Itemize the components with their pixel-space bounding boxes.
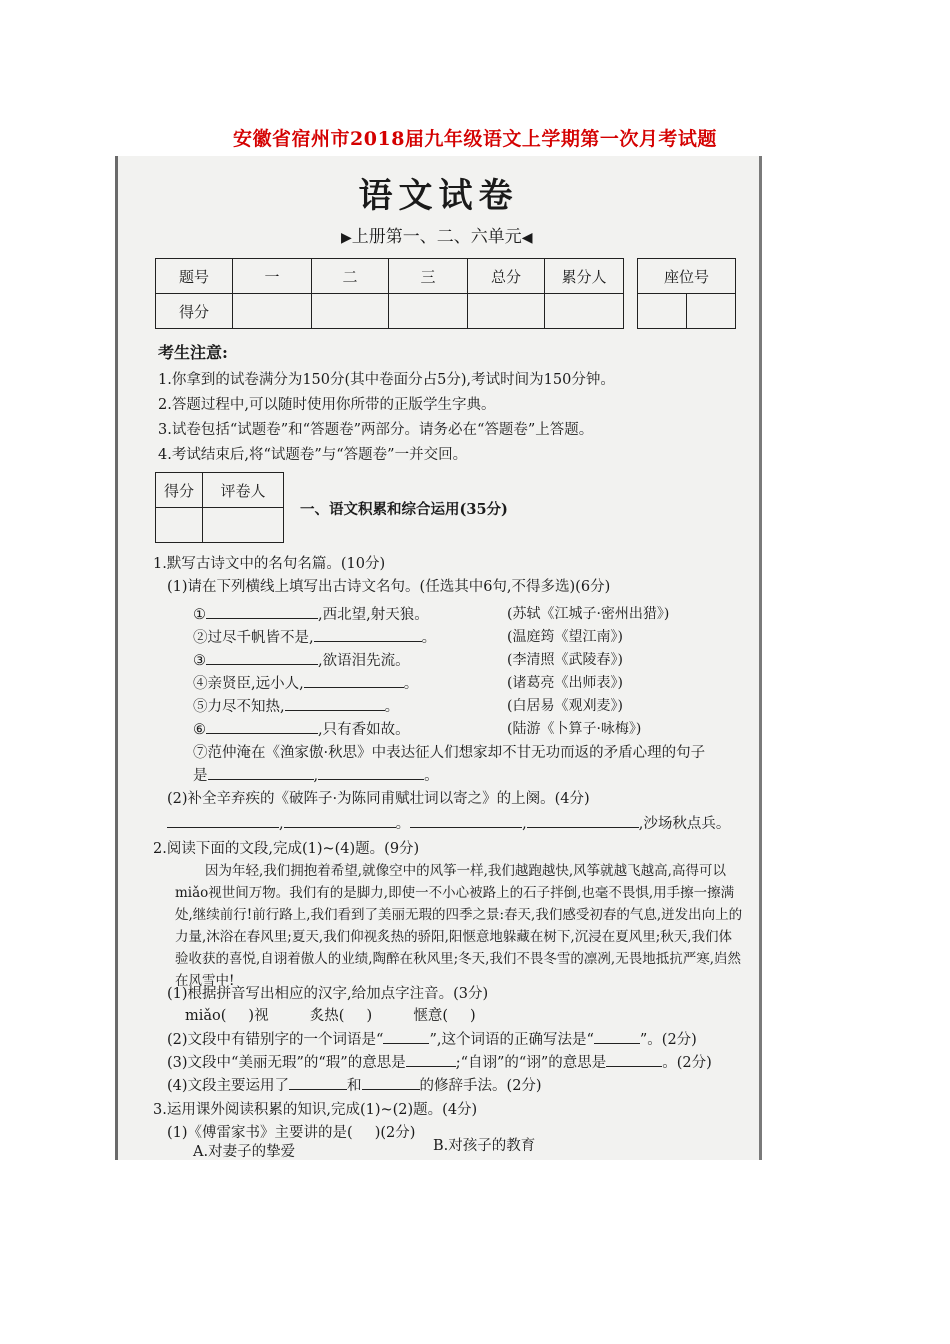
sub-text: (3)文段中“美丽无瑕”的“瑕”的意思是 <box>167 1055 406 1071</box>
poem-pre: ③ <box>193 653 206 669</box>
score-cell: 三 <box>389 259 468 294</box>
sub-text: (1)《傅雷家书》主要讲的是( <box>167 1125 353 1141</box>
poem-pre: ②过尽千帆皆不是, <box>193 630 314 646</box>
poem-pre: 是 <box>193 768 208 784</box>
scope-text: 上册第一、二、六单元 <box>351 227 522 247</box>
poem-post: ,只有香如故。 <box>318 722 410 738</box>
answer-blank[interactable] <box>206 604 318 619</box>
answer-blank[interactable] <box>606 1052 662 1067</box>
question-sub: (1)根据拼音写出相应的汉字,给加点字注音。(3分) <box>167 986 489 1002</box>
answer-blank[interactable] <box>314 627 422 642</box>
grader-score-label: 得分 <box>156 473 203 508</box>
answer-blank[interactable] <box>383 1029 429 1044</box>
seat-number-cell[interactable] <box>687 294 736 329</box>
score-input-cell[interactable] <box>233 294 312 329</box>
sub-text: 的修辞手法。(2分) <box>419 1078 542 1094</box>
question-sub <box>167 1074 542 1095</box>
paper-title: 语文试卷 <box>358 176 519 216</box>
poem-post: ,欲语泪先流。 <box>318 653 410 669</box>
pinyin-item: )视 <box>248 1008 269 1024</box>
poem-line <box>193 718 410 739</box>
sub-text: )(2分) <box>374 1125 416 1141</box>
pinyin-item: miǎo( <box>185 1008 227 1024</box>
triangle-left-icon: ◀ <box>521 230 533 246</box>
notice-item: 4.考试结束后,将“试题卷”与“答题卷”一并交回。 <box>158 447 468 463</box>
poem-source: (陆游《卜算子·咏梅》) <box>507 721 642 737</box>
pinyin-item: ) <box>470 1008 476 1024</box>
sub-text: (2)文段中有错别字的一个词语是“ <box>167 1032 384 1048</box>
scanned-exam-page <box>115 156 762 1160</box>
answer-blank[interactable] <box>527 813 639 828</box>
poem-line <box>193 649 410 670</box>
answer-blank[interactable] <box>362 1075 420 1090</box>
notice-item: 2.答题过程中,可以随时使用你所带的正版学生字典。 <box>158 397 496 413</box>
pinyin-items <box>185 1004 476 1025</box>
answer-blank[interactable] <box>167 813 279 828</box>
poem-line-7-answer <box>193 764 439 785</box>
poem-post: 。 <box>424 768 439 784</box>
grader-name-cell[interactable] <box>203 508 284 543</box>
poem-post: 。 <box>403 676 419 692</box>
poem-line <box>193 672 418 693</box>
scope-label <box>341 222 533 247</box>
score-table-score-row <box>156 294 624 329</box>
poem-source: (李清照《武陵春》) <box>507 652 623 668</box>
sub-text: ;“自诩”的“诩”的意思是 <box>455 1055 607 1071</box>
sub-text: ”。(2分) <box>639 1032 697 1048</box>
answer-blank[interactable] <box>206 650 318 665</box>
poem-post: 。 <box>384 699 400 715</box>
score-cell: 题号 <box>156 259 233 294</box>
notice-title: 考生注意: <box>158 343 228 362</box>
score-cell: 总分 <box>468 259 545 294</box>
seat-number-table <box>637 258 736 329</box>
answer-blank[interactable] <box>594 1029 640 1044</box>
score-input-cell[interactable] <box>389 294 468 329</box>
answer-blank[interactable] <box>406 1052 456 1067</box>
score-cell: 二 <box>312 259 389 294</box>
option-b: B.对孩子的教育 <box>433 1138 536 1154</box>
poem-pre: ④亲贤臣,远小人, <box>193 676 304 692</box>
grader-name-label: 评卷人 <box>203 473 284 508</box>
answer-blank[interactable] <box>318 765 424 780</box>
score-table <box>155 258 624 329</box>
score-table-header-row <box>156 259 624 294</box>
sub-text: 。(2分) <box>662 1055 712 1071</box>
question-sub <box>167 1121 415 1142</box>
reading-passage: 因为年轻,我们拥抱着希望,就像空中的风筝一样,我们越跑越快,风筝就越飞越高,高得可以miǎo视世间万物。我们有的是脚力,即使一不小心被路上的石子拌倒,也毫不畏惧,用手擦一擦满处,继续前行!前行路上,我们看到了美丽无瑕的四季之景:春天,我们感受初春的气息,迸发出向上的力量,沐浴在春风里;夏天,我们仰视炙热的骄阳,阳惬意地躲藏在树下,沉浸在夏风里;秋天,我们体验收获的喜悦,自诩着傲人的业绩,陶醉在秋风里;冬天,我们不畏冬雪的凛冽,无畏地抵抗严寒,岿然在风雪中! <box>175 863 743 989</box>
poem-line-fill: , 。 , ,沙场秋点兵。 <box>167 812 730 833</box>
poem-pre: ⑤力尽不知热, <box>193 699 285 715</box>
question-sub <box>167 1028 697 1049</box>
answer-blank[interactable] <box>206 719 318 734</box>
section-heading: 一、语文积累和综合运用(35分) <box>300 501 508 518</box>
poem-post: ,西北望,射天狼。 <box>318 607 429 623</box>
answer-blank[interactable] <box>304 673 404 688</box>
answer-blank[interactable] <box>208 765 314 780</box>
poem-line <box>193 626 436 647</box>
poem-source: (温庭筠《望江南》) <box>507 629 623 645</box>
document-title: 安徽省宿州市2018届九年级语文上学期第一次月考试题 <box>233 128 717 150</box>
pinyin-item: ) <box>366 1008 373 1024</box>
scan-left-edge <box>115 156 118 1160</box>
question-sub: (1)请在下列横线上填写出古诗文名句。(任选其中6句,不得多选)(6分) <box>167 579 611 595</box>
question-sub: (2)补全辛弃疾的《破阵子·为陈同甫赋壮词以寄之》的上阕。(4分) <box>167 791 590 807</box>
seat-number-label: 座位号 <box>638 259 736 294</box>
poem-pre: ⑥ <box>193 722 206 738</box>
answer-blank[interactable] <box>284 813 396 828</box>
score-cell: 一 <box>233 259 312 294</box>
score-input-cell[interactable] <box>468 294 545 329</box>
seat-number-cell[interactable] <box>638 294 687 329</box>
question-stem: 3.运用课外阅读积累的知识,完成(1)~(2)题。(4分) <box>153 1102 478 1118</box>
pinyin-item: 惬意( <box>413 1008 449 1024</box>
poem-line-7: ⑦范仲淹在《渔家傲·秋思》中表达征人们想家却不甘无功而返的矛盾心理的句子 <box>193 745 706 761</box>
answer-blank[interactable] <box>410 813 522 828</box>
option-a: A.对妻子的挚爱 <box>193 1144 296 1160</box>
poem-line <box>193 603 429 624</box>
answer-blank[interactable] <box>289 1075 347 1090</box>
scan-right-edge <box>759 156 762 1160</box>
answer-blank[interactable] <box>285 696 385 711</box>
poem-post: ,沙场秋点兵。 <box>638 816 731 832</box>
sub-text: (4)文段主要运用了 <box>167 1078 290 1094</box>
grader-table <box>155 472 284 543</box>
notice-item: 3.试卷包括“试题卷”和“答题卷”两部分。请务必在“答题卷”上答题。 <box>158 422 594 438</box>
poem-source: (苏轼《江城子·密州出猎》) <box>507 606 670 622</box>
notice-item: 1.你拿到的试卷满分为150分(其中卷面分占5分),考试时间为150分钟。 <box>158 372 615 388</box>
grader-score-cell[interactable] <box>156 508 203 543</box>
pinyin-item: 炙热( <box>309 1008 345 1024</box>
question-sub <box>167 1051 712 1072</box>
poem-pre: ① <box>193 607 206 623</box>
score-row-label: 得分 <box>156 294 233 329</box>
question-stem: 1.默写古诗文中的名句名篇。(10分) <box>153 556 386 572</box>
triangle-right-icon: ▶ <box>341 230 352 246</box>
question-stem: 2.阅读下面的文段,完成(1)~(4)题。(9分) <box>153 841 420 857</box>
poem-source: (白居易《观刈麦》) <box>507 698 623 714</box>
poem-line <box>193 695 399 716</box>
sub-text: ”,这个词语的正确写法是“ <box>429 1032 594 1048</box>
poem-mid: , <box>313 768 319 784</box>
score-input-cell[interactable] <box>545 294 624 329</box>
poem-source: (诸葛亮《出师表》) <box>507 675 623 691</box>
score-cell: 累分人 <box>545 259 624 294</box>
poem-post: 。 <box>421 630 437 646</box>
score-input-cell[interactable] <box>312 294 389 329</box>
sub-text: 和 <box>347 1078 362 1094</box>
